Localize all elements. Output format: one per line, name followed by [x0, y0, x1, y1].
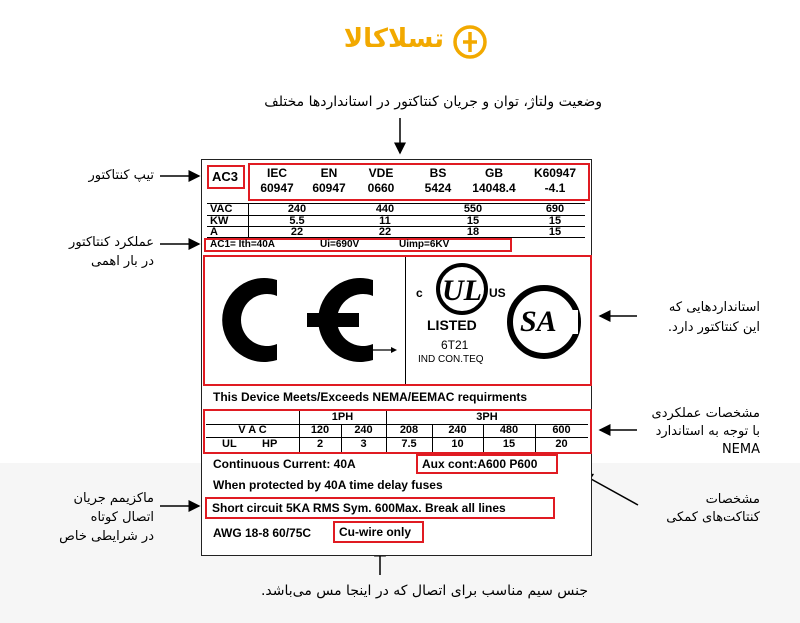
- ac1-ui: Ui=690V: [320, 239, 360, 250]
- certifications-divider: [405, 257, 406, 384]
- short-circuit: Short circuit 5KA RMS Sym. 600Max. Break all lines: [212, 501, 506, 515]
- svg-text:UL: UL: [442, 274, 482, 307]
- contactor-nameplate: [201, 159, 592, 556]
- annotation-standards-list-1: استانداردهایی که: [668, 300, 760, 315]
- std-name-bs: BS: [429, 166, 447, 180]
- nema-hp-2: 3: [360, 438, 367, 450]
- nema-vac-4: 240: [448, 424, 467, 436]
- nema-hp-1: 2: [316, 438, 324, 450]
- ratings-a-label: A: [210, 226, 218, 238]
- nema-hp-label: HP: [262, 438, 278, 450]
- nema-vac-1: 120: [310, 424, 330, 436]
- annotation-short-3: در شرایطی خاص: [59, 529, 154, 544]
- nema-vac-3: 208: [399, 424, 419, 436]
- annotation-ohmic-load-1: عملکرد کنتاکتور: [69, 235, 154, 250]
- nema-hp-3: 7.5: [401, 438, 417, 450]
- nema-hp-5: 15: [502, 438, 516, 450]
- ratings-vac-3: 550: [463, 203, 483, 215]
- ac1-uimp: Uimp=6KV: [399, 239, 450, 250]
- fuses-note: When protected by 40A time delay fuses: [213, 478, 443, 492]
- annotation-aux-1: مشخصات: [705, 492, 760, 507]
- annotation-nema-2: با توجه به استاندارد: [655, 424, 760, 439]
- std-name-k60947: K60947: [533, 166, 577, 180]
- ratings-a-3: 18: [466, 226, 480, 236]
- nema-vac-label: V A C: [238, 424, 267, 436]
- ratings-vac-4: 690: [545, 203, 565, 215]
- nema-hp-4: 10: [451, 438, 464, 450]
- ul-c-label: c: [416, 286, 423, 300]
- ratings-kw-2: 11: [379, 215, 391, 227]
- annotation-contactor-type: تیپ کنتاکتور: [88, 168, 154, 183]
- csa-label: SA: [520, 305, 557, 338]
- std-code-gb: 14048.4: [472, 181, 516, 195]
- cu-wire: Cu-wire only: [339, 525, 412, 539]
- annotation-short-2: اتصال کوتاه: [90, 510, 154, 525]
- std-code-k60947: -4.1: [544, 181, 566, 195]
- ul-ind-label: IND CON.TEQ: [418, 354, 484, 365]
- ratings-a-4: 15: [548, 226, 562, 236]
- nema-hp-6: 20: [555, 438, 568, 450]
- ratings-kw-label: KW: [210, 215, 229, 227]
- ratings-a-1: 22: [290, 226, 304, 236]
- ac1-ith: AC1= Ith=40A: [210, 239, 276, 250]
- annotation-standards-list-2: این کنتاکتور دارد.: [667, 320, 760, 335]
- category-label: AC3: [212, 169, 239, 184]
- annotation-standards-status: وضعیت ولتاژ، توان و جریان کنتاکتور در استانداردها مختلف: [264, 94, 602, 110]
- ratings-kw-3: 15: [466, 215, 480, 227]
- ratings-divider: [248, 203, 249, 237]
- ul-code: 6T21: [441, 338, 469, 352]
- nema-statement: This Device Meets/Exceeds NEMA/EEMAC requirments: [213, 390, 528, 404]
- nema-vac-2: 240: [354, 424, 373, 436]
- awg-rating: AWG 18-8 60/75C: [213, 526, 312, 540]
- nema-vac-6: 600: [552, 424, 571, 436]
- brand-name: تسلاکالا: [343, 24, 444, 54]
- continuous-current: Continuous Current: 40A: [213, 457, 356, 471]
- std-name-iec: IEC: [266, 166, 287, 180]
- nema-3ph: 3PH: [476, 411, 498, 423]
- std-code-iec: 60947: [260, 181, 294, 195]
- annotation-wire-type: جنس سیم مناسب برای اتصال که در اینجا مس می‌باشد.: [260, 583, 588, 599]
- ratings-a-2: 22: [378, 226, 392, 236]
- ratings-kw-1: 5.5: [289, 215, 305, 227]
- nema-1ph: 1PH: [331, 411, 354, 423]
- ul-us-label: US: [489, 286, 506, 300]
- std-code-en: 60947: [312, 181, 346, 195]
- ul-listed-label: LISTED: [427, 317, 477, 333]
- annotation-nema-3: NEMA: [721, 442, 760, 457]
- std-code-bs: 5424: [424, 181, 452, 195]
- std-name-vde: VDE: [368, 166, 394, 180]
- annotation-nema-1: مشخصات عملکردی: [651, 406, 760, 421]
- annotation-ohmic-load-2: در بار اهمی: [90, 254, 154, 269]
- ratings-kw-4: 15: [548, 215, 562, 227]
- nema-ul-label: UL: [222, 438, 237, 450]
- annotation-short-1: ماکزیمم جریان: [73, 491, 154, 506]
- std-code-vde: 0660: [367, 181, 395, 195]
- nema-vac-5: 480: [499, 424, 519, 436]
- annotation-aux-2: کنتاکت‌های کمکی: [666, 510, 760, 525]
- ce-mark-icon: [205, 256, 405, 386]
- std-name-en: EN: [320, 166, 338, 180]
- ratings-vac-label: VAC: [210, 203, 233, 215]
- std-name-gb: GB: [485, 166, 503, 180]
- ratings-vac-2: 440: [375, 203, 395, 215]
- aux-contacts: Aux cont:A600 P600: [422, 457, 538, 471]
- ratings-vac-1: 240: [287, 203, 307, 215]
